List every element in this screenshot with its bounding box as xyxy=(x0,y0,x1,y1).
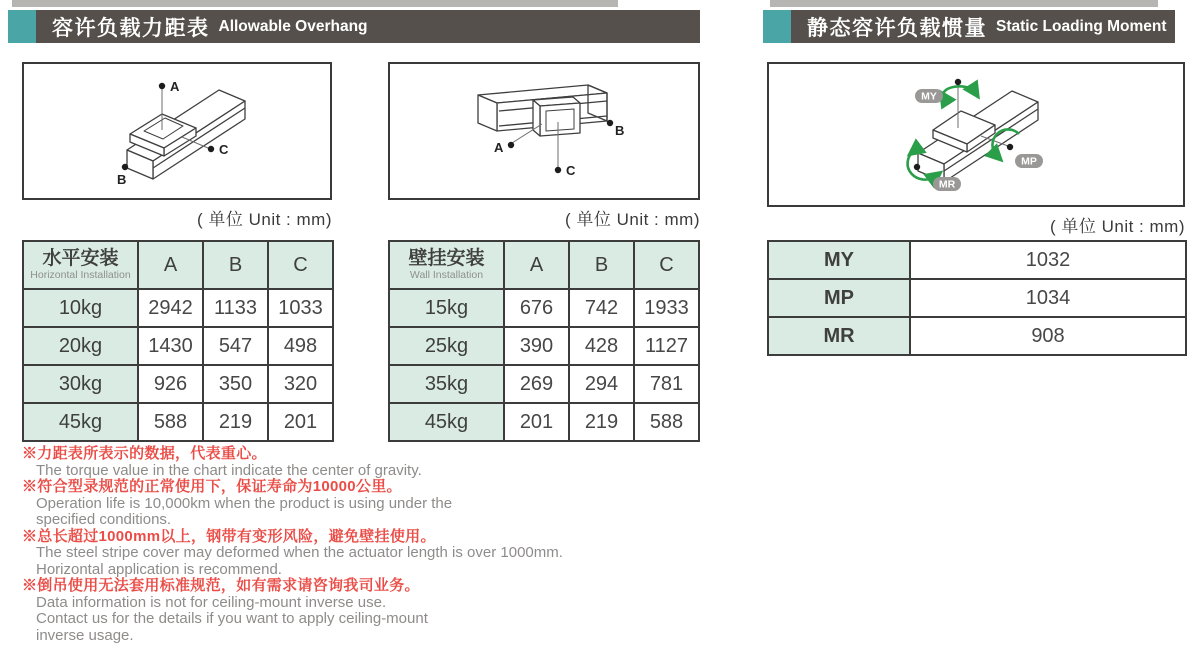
point-a-dot xyxy=(159,83,165,89)
note-en: The steel stripe cover may deformed when the actuator length is over 1000mm. xyxy=(36,544,563,561)
section-title-en: Static Loading Moment xyxy=(996,17,1167,35)
moment-label: MR xyxy=(768,317,910,355)
mr-axis-dot xyxy=(914,164,920,170)
note-zh: ※符合型录规范的正常使用下，保证寿命为10000公里。 xyxy=(22,478,402,495)
note-en: inverse usage. xyxy=(36,626,134,644)
table-cell: 294 xyxy=(569,365,634,403)
note-zh: ※倒吊使用无法套用标准规范，如有需求请咨询我司业务。 xyxy=(22,577,420,594)
table-title-en: Wall Installation xyxy=(409,268,484,281)
column-header-c: C xyxy=(634,241,699,289)
column-header-c: C xyxy=(268,241,333,289)
table-cell: 1127 xyxy=(634,327,699,365)
top-edge-strip-right xyxy=(770,0,1158,7)
diagram-static-loading-moment xyxy=(767,62,1185,207)
table-cell: 676 xyxy=(504,289,569,327)
load-label: 25kg xyxy=(389,327,504,365)
table-row xyxy=(389,365,699,403)
table-row xyxy=(389,403,699,441)
table-cell: 269 xyxy=(504,365,569,403)
point-c-dot xyxy=(555,167,561,173)
point-a-label: A xyxy=(494,140,504,155)
table-row xyxy=(23,365,333,403)
teal-accent-square xyxy=(763,10,791,43)
my-badge: MY xyxy=(921,90,937,103)
load-label: 30kg xyxy=(23,365,138,403)
mp-axis-dot xyxy=(1007,144,1013,150)
table-cell: 547 xyxy=(203,327,268,365)
table-cell: 2942 xyxy=(138,289,203,327)
table-row xyxy=(768,279,1186,317)
point-b-label: B xyxy=(117,172,127,187)
mp-badge: MP xyxy=(1021,155,1037,168)
moment-value: 1034 xyxy=(910,279,1186,317)
table-cell: 588 xyxy=(634,403,699,441)
unit-label: ( 单位 Unit : mm) xyxy=(197,210,332,229)
top-edge-strip-left xyxy=(12,0,618,7)
table-corner-cell xyxy=(23,241,138,289)
load-label: 15kg xyxy=(389,289,504,327)
table-row xyxy=(389,327,699,365)
table-cell: 201 xyxy=(504,403,569,441)
table-row xyxy=(23,403,333,441)
actuator-body xyxy=(918,91,1038,182)
note-en: Operation life is 10,000km when the product is using under the xyxy=(36,494,453,512)
table-cell: 320 xyxy=(268,365,333,403)
actuator-body xyxy=(478,85,607,136)
table-title-zh: 水平安装 xyxy=(42,248,119,270)
moment-label: MP xyxy=(768,279,910,317)
table-corner-cell xyxy=(389,241,504,289)
table-cell: 1933 xyxy=(634,289,699,327)
note-zh: ※总长超过1000mm以上，钢带有变形风险，避免壁挂使用。 xyxy=(22,527,436,545)
column-header-b: B xyxy=(203,241,268,289)
table-cell: 1430 xyxy=(138,327,203,365)
table-title-zh: 壁挂安装 xyxy=(408,248,485,270)
diagram-horizontal-installation xyxy=(22,62,332,200)
load-label: 45kg xyxy=(389,403,504,441)
table-cell: 201 xyxy=(268,403,333,441)
table-header-row xyxy=(23,241,333,289)
load-label: 20kg xyxy=(23,327,138,365)
point-b-label: B xyxy=(615,123,625,138)
section-title-en: Allowable Overhang xyxy=(218,17,368,35)
actuator-body xyxy=(127,90,245,179)
section-header-static-loading-moment xyxy=(763,10,1175,43)
section-header-allowable-overhang xyxy=(8,10,700,43)
my-axis-dot xyxy=(955,79,961,85)
load-label: 35kg xyxy=(389,365,504,403)
note-zh: ※力距表所表示的数据，代表重心。 xyxy=(22,445,267,462)
table-row xyxy=(768,241,1186,279)
table-cell: 1033 xyxy=(268,289,333,327)
table-cell: 219 xyxy=(569,403,634,441)
moment-label: MY xyxy=(768,241,910,279)
note-en: The torque value in the chart indicate the center of gravity. xyxy=(36,461,422,479)
table-row xyxy=(23,289,333,327)
table-cell: 1133 xyxy=(203,289,268,327)
table-static-loading-moment xyxy=(767,240,1187,356)
moment-value: 1032 xyxy=(910,241,1186,279)
point-a-label: A xyxy=(170,79,180,94)
table-row xyxy=(389,289,699,327)
point-c-label: C xyxy=(219,142,229,157)
column-header-a: A xyxy=(504,241,569,289)
point-b-dot xyxy=(122,164,128,170)
unit-label: ( 单位 Unit : mm) xyxy=(565,210,700,229)
moment-value: 908 xyxy=(910,317,1186,355)
table-cell: 926 xyxy=(138,365,203,403)
note-en: Contact us for the details if you want to apply ceiling-mount xyxy=(36,610,428,627)
point-b-dot xyxy=(607,120,613,126)
table-cell: 219 xyxy=(203,403,268,441)
horizontal-actuator-drawing xyxy=(24,64,330,198)
table-cell: 350 xyxy=(203,365,268,403)
column-header-a: A xyxy=(138,241,203,289)
table-cell: 588 xyxy=(138,403,203,441)
wall-actuator-drawing xyxy=(390,64,698,198)
unit-label: ( 单位 Unit : mm) xyxy=(1050,217,1185,236)
moment-actuator-drawing xyxy=(769,64,1183,205)
section-title-zh: 容许负载力距表 xyxy=(52,16,210,40)
table-cell: 498 xyxy=(268,327,333,365)
note-en: specified conditions. xyxy=(36,511,172,528)
table-header-row xyxy=(389,241,699,289)
table-cell: 390 xyxy=(504,327,569,365)
my-rotation-arrow xyxy=(943,86,975,97)
point-a-dot xyxy=(508,142,514,148)
point-c-dot xyxy=(208,146,214,152)
point-c-label: C xyxy=(566,163,576,178)
load-label: 10kg xyxy=(23,289,138,327)
section-title-zh: 静态容许负载惯量 xyxy=(807,16,987,40)
table-row xyxy=(23,327,333,365)
load-label: 45kg xyxy=(23,403,138,441)
table-row xyxy=(768,317,1186,355)
note-en: Data information is not for ceiling-mount inverse use. xyxy=(36,593,387,611)
table-title-en: Horizontal Installation xyxy=(30,268,131,281)
table-horizontal-installation xyxy=(22,240,334,442)
table-cell: 742 xyxy=(569,289,634,327)
column-header-b: B xyxy=(569,241,634,289)
table-cell: 781 xyxy=(634,365,699,403)
teal-accent-square xyxy=(8,10,36,43)
mr-badge: MR xyxy=(938,178,956,191)
table-cell: 428 xyxy=(569,327,634,365)
table-wall-installation xyxy=(388,240,700,442)
footnotes xyxy=(22,446,563,644)
note-en: Horizontal application is recommend. xyxy=(36,560,282,578)
diagram-wall-installation xyxy=(388,62,700,200)
